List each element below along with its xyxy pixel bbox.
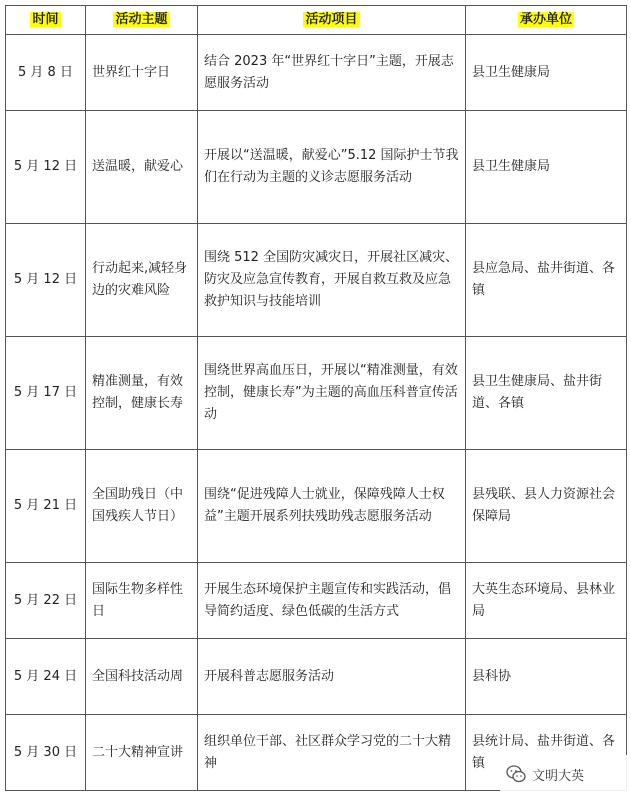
cell-org: 县科协 — [466, 639, 627, 715]
cell-org: 大英生态环境局、县林业局 — [466, 563, 627, 639]
cell-time: 5 月 22 日 — [6, 563, 86, 639]
cell-item: 围绕世界高血压日，开展以“精准测量，有效控制，健康长寿”为主题的高血压科普宣传活动 — [198, 337, 466, 450]
table-row — [6, 450, 627, 563]
cell-theme: 世界红十字日 — [86, 35, 198, 111]
header-item: 活动项目 — [198, 6, 466, 35]
cell-theme: 全国科技活动周 — [86, 639, 198, 715]
wechat-icon — [506, 764, 526, 784]
cell-theme: 行动起来,减轻身边的灾难风险 — [86, 224, 198, 337]
cell-theme: 全国助残日（中国残疾人节日） — [86, 450, 198, 563]
table-row — [6, 224, 627, 337]
watermark — [500, 755, 631, 793]
cell-theme: 精准测量，有效控制，健康长寿 — [86, 337, 198, 450]
cell-theme: 送温暖，献爱心 — [86, 111, 198, 224]
cell-item: 组织单位干部、社区群众学习党的二十大精神 — [198, 715, 466, 791]
cell-org: 县卫生健康局 — [466, 35, 627, 111]
header-row — [6, 6, 627, 35]
cell-theme: 国际生物多样性日 — [86, 563, 198, 639]
header-org: 承办单位 — [466, 6, 627, 35]
cell-time: 5 月 8 日 — [6, 35, 86, 111]
cell-org: 县卫生健康局 — [466, 111, 627, 224]
cell-time: 5 月 12 日 — [6, 111, 86, 224]
header-theme: 活动主题 — [86, 6, 198, 35]
cell-time: 5 月 12 日 — [6, 224, 86, 337]
cell-org: 县应急局、盐井街道、各镇 — [466, 224, 627, 337]
cell-org: 县卫生健康局、盐井街道、各镇 — [466, 337, 627, 450]
cell-item: 围绕 512 全国防灾减灾日，开展社区减灾、防灾及应急宣传教育，开展自救互救及应急救护知识与技能培训 — [198, 224, 466, 337]
cell-theme: 二十大精神宣讲 — [86, 715, 198, 791]
cell-item: 结合 2023 年“世界红十字日”主题，开展志愿服务活动 — [198, 35, 466, 111]
table-row — [6, 111, 627, 224]
cell-org: 县残联、县人力资源社会保障局 — [466, 450, 627, 563]
activity-table — [5, 5, 627, 791]
watermark-text: 文明大英 — [532, 768, 585, 784]
table-row — [6, 563, 627, 639]
cell-time: 5 月 30 日 — [6, 715, 86, 791]
cell-time: 5 月 21 日 — [6, 450, 86, 563]
cell-org: 县统计局、盐井街道、各镇 — [466, 715, 627, 791]
cell-time: 5 月 17 日 — [6, 337, 86, 450]
table-row — [6, 35, 627, 111]
cell-item: 围绕“促进残障人士就业，保障残障人士权益”主题开展系列扶残助残志愿服务活动 — [198, 450, 466, 563]
table-row — [6, 337, 627, 450]
cell-item: 开展科普志愿服务活动 — [198, 639, 466, 715]
cell-item: 开展以“送温暖，献爱心”5.12 国际护士节我们在行动为主题的义诊志愿服务活动 — [198, 111, 466, 224]
cell-time: 5 月 24 日 — [6, 639, 86, 715]
header-time: 时间 — [6, 6, 86, 35]
table-row — [6, 639, 627, 715]
cell-item: 开展生态环境保护主题宣传和实践活动，倡导简约适度、绿色低碳的生活方式 — [198, 563, 466, 639]
